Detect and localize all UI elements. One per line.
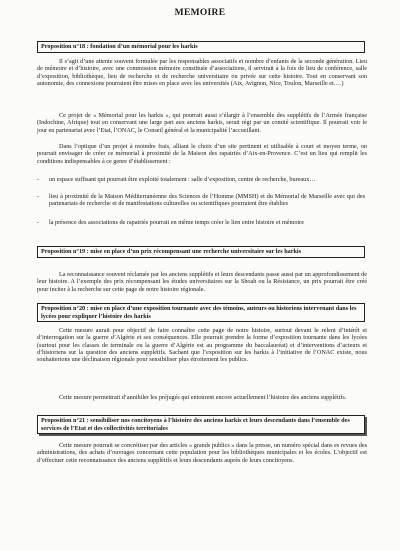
list-item-text: un espace suffisant qui pourrait être exploité totalement : salle d’exposition, centre de recherche, bureaux… — [49, 176, 316, 183]
list-item — [37, 193, 365, 208]
page-title: MEMOIRE — [174, 8, 226, 18]
proposition-18-paragraph-2: Ce projet de « Mémorial pour les harkis », qui pourrait aussi s’élargir à l’ensemble des supplétifs de l’Armée française (Indochine, Afrique) tout en conservant une large part aux anciens harkis, serait régi par un comité scientifique. Il pourrait voir le jour en partenariat avec l’Etat, l’ONAC, le Conseil général et la municipalité l’accueillant. — [37, 112, 367, 134]
proposition-18-paragraph-1: Il s’agit d’une attente souvent formulée par les responsables associatifs et nombre d’enfants de la seconde génération. Lieu de mémoire et d’histoire, avec une commission mémoire constituée d’associations, il servirait à la fois de lieu de conférence, salle d’exposition, bibliothèque, lieu de recherche et de recherche universitaire ou privée sur cette histoire. Tout en conservant son autonomie, des connexions pourraient être mises en place avec les universités (Aix, Avignon, Nice, Toulon, Marseille et….) — [37, 58, 367, 88]
proposition-20-heading: Proposition n°20 : mise en place d’une exposition tournante avec des témoins, auteurs ou historiens intervenant dans les lycées pour expliquer l’histoire des harkis — [37, 303, 365, 322]
proposition-20-paragraph-2: Cette mesure permettrait d’annihiler les préjugés qui entourent encore actuellement l’histoire des anciens supplétifs. — [59, 394, 347, 401]
list-item — [37, 219, 365, 226]
proposition-18-paragraph-3: Dans l’optique d’un projet à moindre frais, alliant le choix d’un site pertinent et utilisable à court et moyen terme, on pourrait envisager de créer ce mémorial à proximité de la Maison des rapatriés d’Aix-en-Provence. C’est un lieu qui remplit les conditions indispensables à ce genre d’établissement : — [37, 143, 367, 165]
bullet-dash: - — [37, 176, 40, 183]
proposition-21-paragraph-1: Cette mesure pourrait se concrétiser par des articles « grands publics » dans la presse, un numéro spécial dans es revues des administrations, des achats d’ouvrages concernant cette population pour les bibliothèques municipales et les écoles. L’objectif est d’effectuer cette reconnaissance des anciens supplétifs et leurs descendants auprès de leurs concitoyens. — [37, 442, 367, 464]
proposition-21-heading: Proposition n°21 : sensibiliser nos concitoyens à l’histoire des anciens harkis et leurs descendants dans l’ensemble des services de l’Etat et des collectivités territoriales — [37, 415, 365, 434]
proposition-19-paragraph-1: La reconnaissance souvent réclamée par les anciens supplétifs et leurs descendants passe aussi par un approfondissement de leur histoire. A l’exemple des prix récompensant les études universitaires sur la Shoah ou la Résistance, un prix pourrait être créé pour inciter à la recherche sur cette page de notre histoire régionale. — [37, 271, 367, 293]
list-item-text: lieu à proximité de la Maison Méditerranéenne des Sciences de l’Homme (MMSH) et du Mémorial de Marseille avec qui des partenariats de recherche et de manifestations culturelles ou scientifiques pourraient être établies — [49, 193, 365, 208]
bullet-dash: - — [37, 193, 40, 200]
proposition-18-heading: Proposition n°18 : fondation d’un mémorial pour les harkis — [37, 41, 365, 53]
list-item-text: la présence des associations de rapatriés pourrait en même temps créer le lien entre histoire et mémoire — [49, 219, 304, 226]
list-item — [37, 176, 365, 183]
proposition-19-heading: Proposition n°19 : mise en place d’un prix récompensant une recherche universitaire sur les harkis — [37, 246, 365, 258]
bullet-dash: - — [37, 219, 40, 226]
proposition-20-paragraph-1: Cette mesure aurait pour objectif de faire connaître cette page de notre histoire, surtout devant le relent d’intérêt et d’interrogation sur la guerre d’Algérie et ses conséquences. Elle pourrait prendre la forme d’exposition tournante dans les lycées (surtout pour les classes de terminale ou la guerre d’Algérie est au programme du baccalauréat) et d’interventions d’acteurs et d’historiens sur la question des anciens supplétifs. Sachant que l’exposition sur les harkis à l’initiative de l’ONAC existe, nous souhaiterions une déclinaison régionale pour sensibiliser plus étroitement les publics. — [37, 327, 367, 364]
